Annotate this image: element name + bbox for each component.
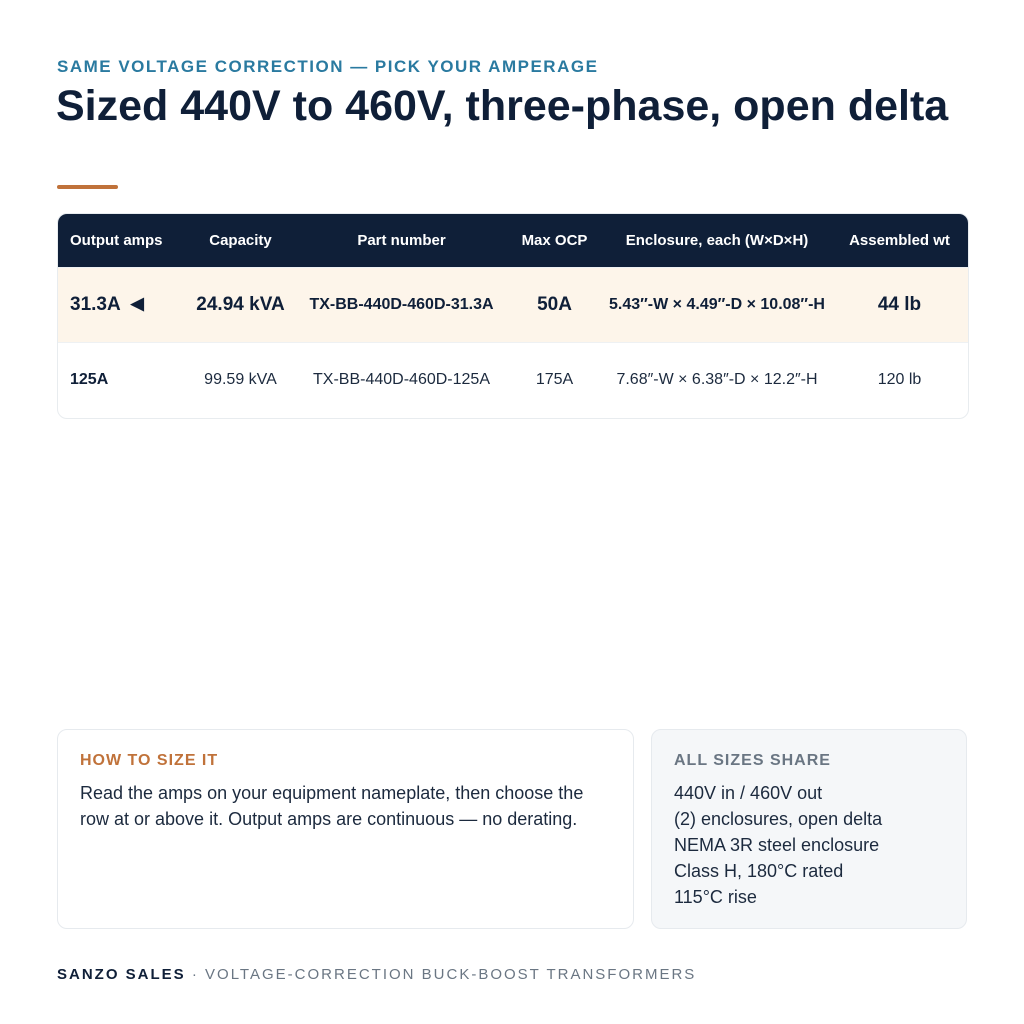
cell-capacity: 24.94 kVA <box>196 293 285 315</box>
spec-item: 115°C rise <box>674 887 757 907</box>
spec-item: Class H, 180°C rated <box>674 861 844 881</box>
column-header-max-ocp: Max OCP <box>521 231 588 249</box>
column-header-enclosure: Enclosure, each (W×D×H) <box>625 231 809 249</box>
footer-separator: · <box>185 966 206 983</box>
footer-brand: SANZO SALES <box>57 966 186 983</box>
how-to-size-heading: HOW TO SIZE IT <box>80 752 219 769</box>
table-row[interactable] <box>58 342 968 417</box>
column-header-part-number: Part number <box>357 231 446 249</box>
spec-item: NEMA 3R steel enclosure <box>674 835 880 855</box>
column-header-assembled-weight: Assembled wt <box>849 231 950 249</box>
cell-capacity: 99.59 kVA <box>204 370 277 388</box>
cell-max-ocp: 50A <box>537 293 572 315</box>
shared-specs-heading: ALL SIZES SHARE <box>674 752 831 769</box>
footer <box>57 966 696 983</box>
column-header-output-amps: Output amps <box>70 231 163 249</box>
sizing-table <box>57 213 969 419</box>
cell-enclosure: 5.43″-W × 4.49″-D × 10.08″-H <box>609 295 825 313</box>
page-title: Sized 440V to 460V, three-phase, open delta <box>56 82 949 130</box>
cell-part-number: TX-BB-440D-460D-125A <box>313 370 490 388</box>
cell-output-amps: 125A <box>70 370 109 388</box>
how-to-size-text: Read the amps on your equipment nameplate, then choose the row at or above it. Output amps are continuous — no derating. <box>80 783 584 829</box>
cell-weight: 120 lb <box>877 370 922 388</box>
column-header-capacity: Capacity <box>209 231 272 249</box>
cell-enclosure: 7.68″-W × 6.38″-D × 12.2″-H <box>616 370 818 388</box>
title-underline <box>57 185 118 189</box>
cell-part-number: TX-BB-440D-460D-31.3A <box>309 295 494 313</box>
footer-tagline: VOLTAGE-CORRECTION BUCK-BOOST TRANSFORMERS <box>205 966 697 983</box>
cell-max-ocp: 175A <box>535 370 574 388</box>
selected-arrow-icon: ◀ <box>130 293 144 313</box>
table-header-row <box>58 214 968 267</box>
how-to-size-card <box>57 729 634 929</box>
spec-item: 440V in / 460V out <box>674 783 823 803</box>
eyebrow-label: SAME VOLTAGE CORRECTION — PICK YOUR AMPERAGE <box>57 57 599 76</box>
table-row-highlighted[interactable] <box>58 267 968 342</box>
spec-item: (2) enclosures, open delta <box>674 809 883 829</box>
shared-specs-list <box>674 780 944 910</box>
cell-output-amps <box>58 267 184 342</box>
cell-weight: 44 lb <box>877 293 922 315</box>
shared-specs-card <box>651 729 967 929</box>
amps-value: 31.3A <box>70 293 121 315</box>
